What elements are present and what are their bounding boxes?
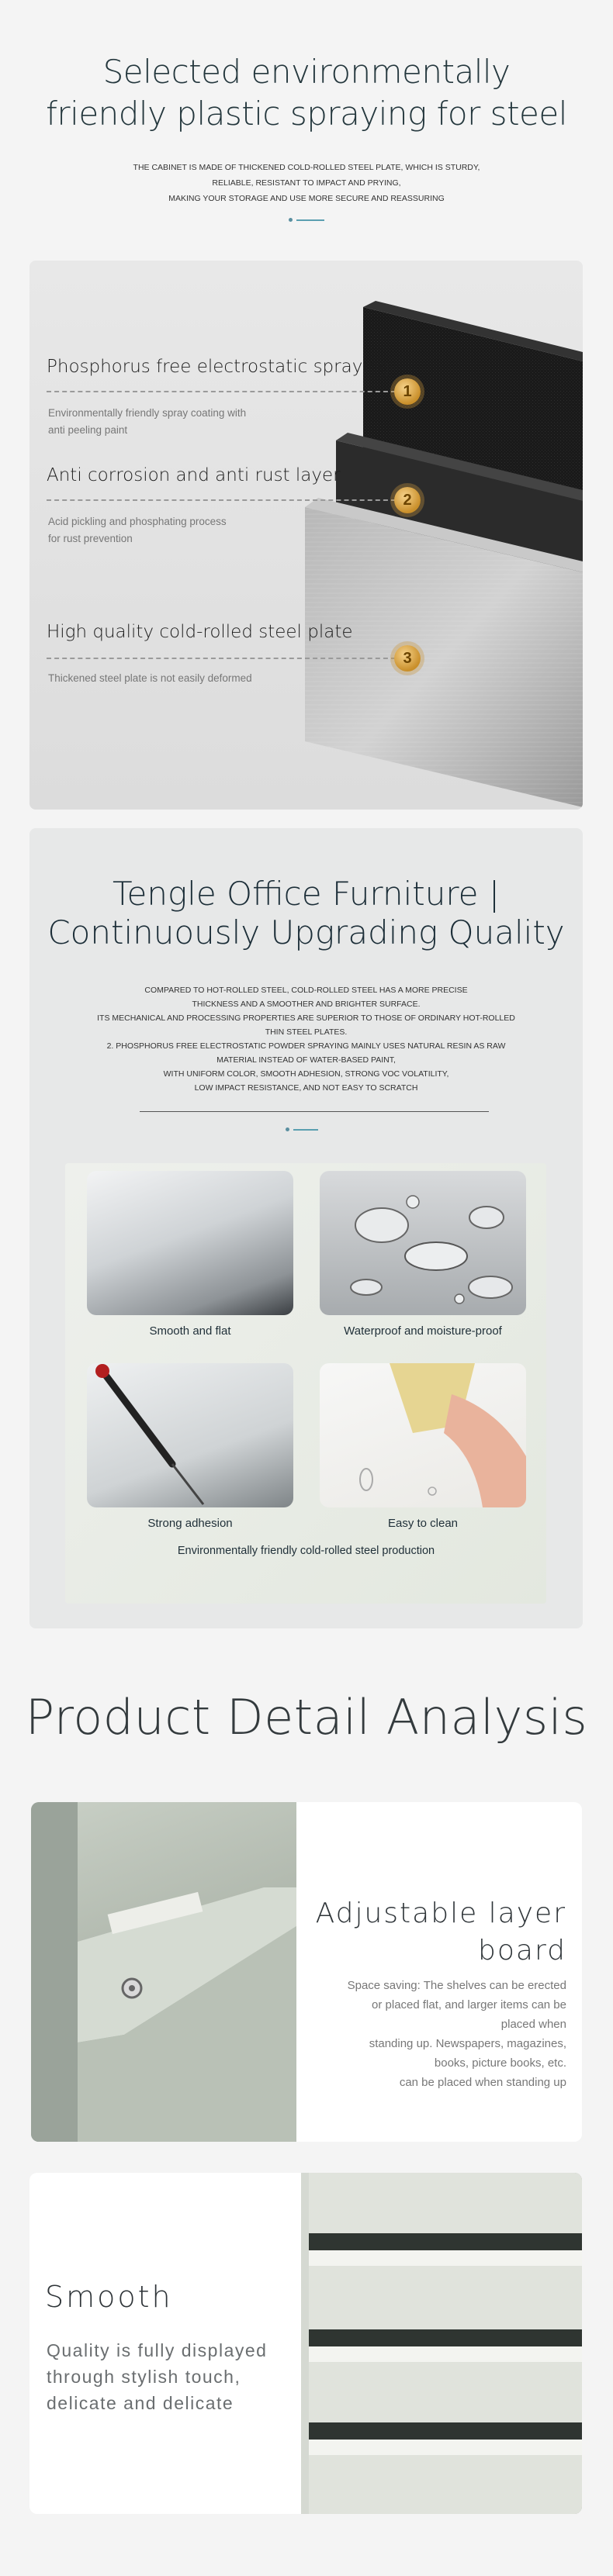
shelves-graphic: [301, 2173, 582, 2514]
body-divider: [140, 1111, 489, 1112]
title-line: Tengle Office Furniture |: [112, 875, 500, 913]
product-detail-title: Product Detail Analysis: [25, 1689, 588, 1746]
smooth-heading: Smooth: [45, 2280, 173, 2314]
dashed-leader: [47, 499, 396, 501]
desc-line: Environmentally friendly spray coating with: [48, 407, 247, 419]
layer-title: High quality cold-rolled steel plate: [47, 622, 353, 642]
smooth-desc: [47, 2337, 267, 2416]
layer-number-badge: 3: [394, 645, 421, 672]
feature-caption: Easy to clean: [387, 1517, 459, 1530]
grid-footer-caption: Environmentally friendly cold-rolled steel production: [177, 1545, 435, 1557]
desc-line: placed when: [500, 2018, 566, 2031]
feature-caption: Smooth and flat: [149, 1324, 231, 1338]
section-subtitle: [0, 160, 613, 206]
subtitle-line: RELIABLE, RESISTANT TO IMPACT AND PRYING,: [212, 178, 401, 188]
desc-line: for rust prevention: [48, 533, 133, 544]
water-drops-graphic: [320, 1171, 526, 1315]
title-line: Continuously Upgrading Quality: [47, 913, 565, 951]
title-line: Selected environmentally: [102, 53, 511, 91]
body-line: MATERIAL INSTEAD OF WATER-BASED PAINT,: [216, 1055, 396, 1065]
layer-description: [48, 513, 227, 547]
desc-line: through stylish touch,: [47, 2367, 241, 2387]
layer-title: Anti corrosion and anti rust layer: [47, 465, 341, 485]
smooth-card: [29, 2173, 582, 2514]
body-line: LOW IMPACT RESISTANCE, AND NOT EASY TO SCRATCH: [194, 1083, 418, 1093]
adjustable-board-desc: [310, 1976, 566, 2092]
shelf-bracket-image: [31, 1802, 296, 2142]
layer-description: Thickened steel plate is not easily deformed: [48, 672, 252, 684]
subtitle-line: MAKING YOUR STORAGE AND USE MORE SECURE AND REASSURING: [168, 194, 445, 203]
section-title-spraying: [0, 51, 613, 135]
shelf-bracket-graphic: [31, 1802, 296, 2142]
divider-line: [293, 1129, 318, 1131]
dashed-leader: [47, 391, 396, 392]
waterproof-surface-image: [320, 1171, 526, 1315]
body-line: THICKNESS AND A SMOOTHER AND BRIGHTER SURFACE.: [192, 1000, 421, 1009]
dashed-leader: [47, 658, 396, 659]
desc-line: or placed flat, and larger items can be: [372, 1998, 566, 2011]
cabinet-shelves-image: [301, 2173, 582, 2514]
cleaning-cloth-graphic: [320, 1363, 526, 1507]
layer-title: Phosphorus free electrostatic spraying: [47, 357, 390, 377]
body-line: ITS MECHANICAL AND PROCESSING PROPERTIES ARE SUPERIOR TO THOSE OF ORDINARY HOT-ROLLED: [97, 1013, 515, 1023]
heading-line: board: [478, 1935, 566, 1967]
adjustable-board-heading: [310, 1895, 566, 1970]
desc-line: delicate and delicate: [47, 2393, 234, 2413]
heading-line: Adjustable layer: [315, 1897, 566, 1929]
divider-line: [296, 219, 324, 221]
desc-line: standing up. Newspapers, magazines,: [369, 2037, 566, 2050]
easy-clean-image: [320, 1363, 526, 1507]
smooth-surface-image: [87, 1171, 293, 1315]
body-line: COMPARED TO HOT-ROLLED STEEL, COLD-ROLLED STEEL HAS A MORE PRECISE: [144, 986, 468, 995]
desc-line: anti peeling paint: [48, 424, 128, 436]
layer-description: [48, 405, 246, 439]
adhesion-test-image: [87, 1363, 293, 1507]
desc-line: can be placed when standing up: [399, 2076, 566, 2089]
quality-title: [29, 875, 583, 952]
subtitle-line: THE CABINET IS MADE OF THICKENED COLD-ROLLED STEEL PLATE, WHICH IS STURDY,: [133, 163, 480, 172]
body-line: WITH UNIFORM COLOR, SMOOTH ADHESION, STRONG VOC VOLATILITY,: [163, 1069, 449, 1079]
quality-body: [29, 983, 583, 1095]
desc-line: books, picture books, etc.: [434, 2056, 566, 2070]
body-line: THIN STEEL PLATES.: [265, 1027, 348, 1037]
divider-dot: [289, 218, 293, 222]
desc-line: Space saving: The shelves can be erected: [347, 1979, 566, 1992]
adjustable-board-card: [31, 1802, 582, 2142]
desc-line: Quality is fully displayed: [47, 2340, 268, 2360]
layer-number-badge: 2: [394, 487, 421, 513]
screwdriver-graphic: [87, 1363, 293, 1507]
feature-caption: Strong adhesion: [147, 1517, 233, 1530]
body-line: 2. PHOSPHORUS FREE ELECTROSTATIC POWDER SPRAYING MAINLY USES NATURAL RESIN AS RAW: [106, 1041, 506, 1051]
quality-panel: [29, 828, 583, 1628]
steel-layers-panel: [29, 261, 583, 810]
title-line: friendly plastic spraying for steel: [46, 95, 567, 133]
divider-dot: [286, 1127, 289, 1131]
feature-caption: Waterproof and moisture-proof: [344, 1324, 502, 1338]
desc-line: Acid pickling and phosphating process: [48, 516, 227, 527]
layer-number-badge: 1: [394, 378, 421, 405]
